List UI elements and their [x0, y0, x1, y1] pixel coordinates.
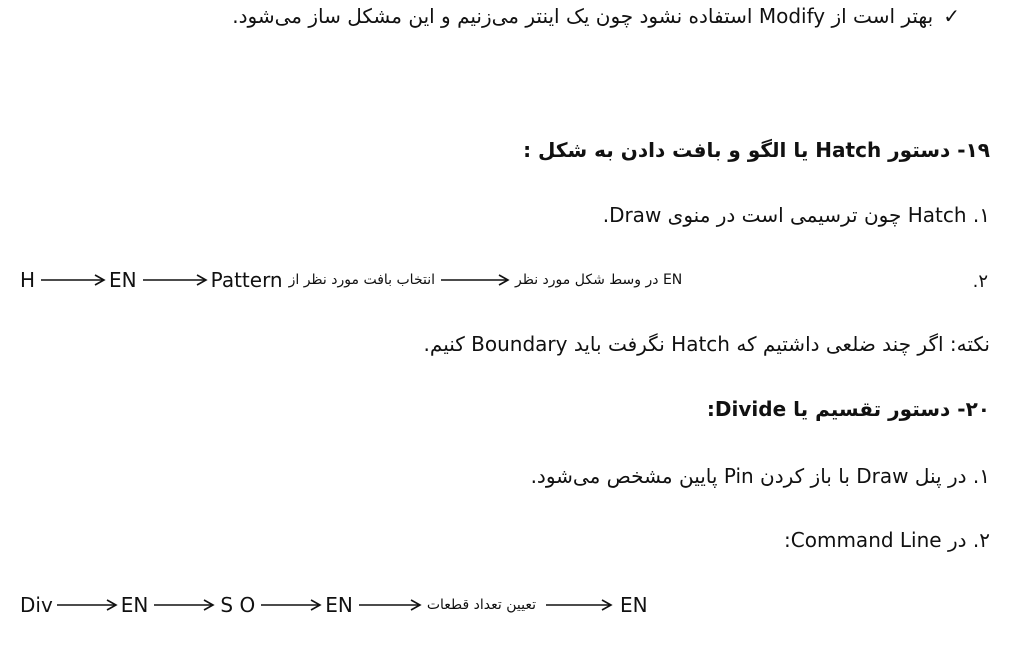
- item-19-1-keyword2: Draw: [609, 203, 662, 227]
- item-20-1-keyword2: Pin: [723, 464, 754, 488]
- hatch-flow-pattern: Pattern: [210, 268, 283, 292]
- section-20-heading: [707, 397, 990, 421]
- note-boundary: [424, 332, 990, 356]
- divide-flow-en-1: EN: [120, 593, 149, 617]
- divide-flow-en-2: EN: [325, 593, 353, 617]
- section-19-pre: دستور: [881, 138, 951, 162]
- item-20-1: [531, 464, 990, 488]
- note-boundary-keyword2: Boundary: [471, 332, 568, 356]
- note-modify: [232, 4, 960, 28]
- note-boundary-keyword: Hatch: [671, 332, 730, 356]
- item-20-1-mid: با باز کردن: [753, 464, 857, 488]
- arrow-right-icon: [152, 598, 216, 612]
- item-19-2-number: ۲.: [972, 271, 988, 292]
- divide-flow-div: Div: [20, 593, 53, 617]
- section-20-keyword: Divide: [714, 397, 787, 421]
- item-20-1-post: پایین مشخص می‌شود.: [530, 464, 724, 488]
- section-20-post: :: [706, 397, 715, 421]
- divide-flow-en-3: EN: [619, 593, 648, 617]
- item-20-1-keyword: Draw: [856, 464, 909, 488]
- item-20-2-number: ۲.: [966, 528, 990, 552]
- hatch-flow-en-center: EN در وسط شکل مورد نظر: [515, 272, 683, 288]
- arrow-right-icon: [39, 273, 107, 287]
- item-20-2: [784, 528, 990, 552]
- item-19-1-number: ۱.: [966, 203, 990, 227]
- divide-flow: [20, 593, 648, 617]
- hatch-flow-select-pattern: انتخاب بافت مورد نظر از: [288, 272, 435, 288]
- item-19-1-end: .: [602, 203, 610, 227]
- item-19-1-keyword: Hatch: [907, 203, 967, 227]
- check-icon: ✓: [943, 4, 960, 28]
- note-boundary-mid: نگرفت باید: [567, 332, 672, 356]
- arrow-right-icon: [544, 598, 614, 612]
- note-modify-keyword: Modify: [758, 4, 826, 28]
- arrow-right-icon: [55, 598, 119, 612]
- divide-flow-so: S O: [220, 593, 256, 617]
- arrow-right-icon: [259, 598, 323, 612]
- item-20-1-number: ۱.: [966, 464, 990, 488]
- note-modify-post: استفاده نشود چون یک اینتر می‌زنیم و این مشکل ساز می‌شود.: [232, 4, 759, 28]
- section-19-heading: [523, 138, 990, 162]
- hatch-flow-h: H: [20, 268, 36, 292]
- arrow-right-icon: [439, 273, 511, 287]
- section-20-pre: دستور تقسیم یا: [786, 397, 951, 421]
- hatch-flow: [20, 268, 682, 292]
- note-modify-pre: بهتر است از: [825, 4, 934, 28]
- section-20-number: ۲۰-: [950, 397, 990, 421]
- item-20-1-pre: در پنل: [908, 464, 967, 488]
- item-20-2-post: :: [784, 528, 791, 552]
- item-19-1-post: چون ترسیمی است در منوی: [661, 203, 908, 227]
- hatch-flow-en: EN: [109, 268, 137, 292]
- section-19-number: ۱۹-: [950, 138, 990, 162]
- item-20-2-keyword: Command Line: [790, 528, 942, 552]
- item-20-2-pre: در: [941, 528, 967, 552]
- note-boundary-post: کنیم.: [423, 332, 472, 356]
- section-19-post: یا الگو و بافت دادن به شکل :: [523, 138, 816, 162]
- arrow-right-icon: [357, 598, 423, 612]
- item-19-1: [603, 203, 990, 227]
- divide-flow-segment-count: تعیین تعداد قطعات: [426, 597, 536, 613]
- section-19-keyword: Hatch: [815, 138, 882, 162]
- arrow-right-icon: [141, 273, 209, 287]
- note-boundary-pre: نکته: اگر چند ضلعی داشتیم که: [729, 332, 990, 356]
